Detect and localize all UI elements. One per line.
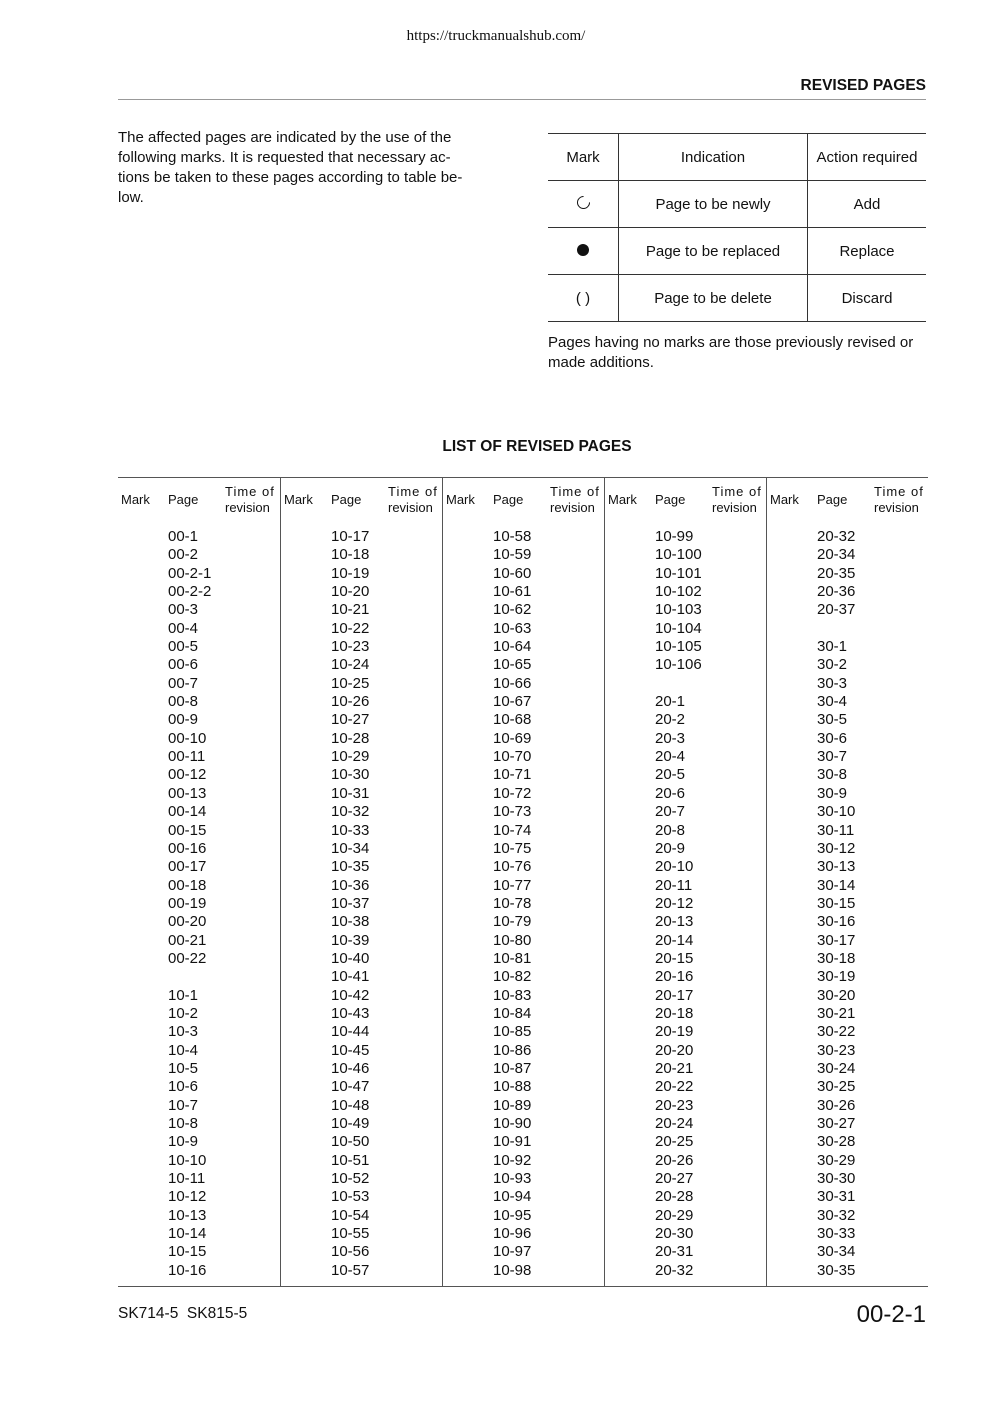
page-entry: 10-99 <box>655 528 694 545</box>
legend-action: Discard <box>841 289 893 307</box>
page-entry: 10-80 <box>493 931 532 949</box>
page-entry: 20-21 <box>655 1059 694 1077</box>
page-entry: 20-6 <box>655 784 686 802</box>
list-column-rows <box>655 528 702 1280</box>
page-entry: 10-15 <box>168 1243 207 1261</box>
page-entry: 30-13 <box>817 858 856 876</box>
page-entry: 20-32 <box>655 1261 694 1279</box>
page-entry: 10-73 <box>493 803 532 821</box>
page-entry: 10-35 <box>331 858 370 876</box>
page-entry: 20-11 <box>655 876 693 894</box>
list-column <box>766 478 929 1286</box>
page-entry: 10-6 <box>168 1078 199 1096</box>
legend-mark-cell <box>548 228 619 275</box>
header-time-line1: Time of <box>388 484 438 499</box>
legend-row <box>548 228 926 275</box>
header-mark: Mark <box>770 492 799 507</box>
page-entry: 00-8 <box>168 693 199 711</box>
header-time-line2: revision <box>550 500 595 515</box>
page-entry: 10-31 <box>331 784 370 802</box>
page-entry: 10-84 <box>493 1004 532 1022</box>
header-time-line2: revision <box>712 500 757 515</box>
page-entry: 10-56 <box>331 1243 370 1261</box>
page-entry: 10-94 <box>493 1188 532 1206</box>
header-mark: Mark <box>608 492 637 507</box>
page-entry: 00-20 <box>168 913 207 931</box>
page-entry: 30-15 <box>817 894 856 912</box>
page-entry: 10-72 <box>493 784 532 802</box>
page-entry: 20-3 <box>655 729 686 747</box>
page-entry: 20-20 <box>655 1041 694 1059</box>
list-column-rows <box>817 528 855 1280</box>
legend-mark-parentheses: ( ) <box>575 289 591 307</box>
page-entry: 10-70 <box>493 748 532 766</box>
page-entry: 00-2-1 <box>168 564 212 582</box>
page-entry: 30-2 <box>817 656 848 674</box>
page-entry: 30-27 <box>817 1115 856 1132</box>
page-entry: 10-1 <box>168 986 199 1004</box>
page-entry: 30-11 <box>817 821 855 839</box>
page-entry: 10-67 <box>493 693 532 711</box>
legend-note-line: Pages having no marks are those previously revised or <box>548 334 914 351</box>
page-entry: 30-19 <box>817 968 856 986</box>
section-title: REVISED PAGES <box>800 77 926 94</box>
page-entry: 10-43 <box>331 1004 370 1022</box>
header-time-line2: revision <box>225 500 270 515</box>
page-entry <box>817 620 855 638</box>
page-entry: 30-8 <box>817 766 848 784</box>
header-time-line2: revision <box>388 500 433 515</box>
header-page: Page <box>655 492 686 507</box>
page-entry: 10-12 <box>168 1188 207 1206</box>
page-entry: 10-59 <box>493 546 532 564</box>
page-entry: 10-41 <box>331 968 370 986</box>
page-entry: 20-13 <box>655 913 694 931</box>
page-entry: 20-2 <box>655 711 686 729</box>
page-entry: 30-14 <box>817 876 856 894</box>
page-entry: 10-60 <box>493 564 532 582</box>
page-entry: 10-4 <box>168 1041 199 1059</box>
page-entry: 10-23 <box>331 638 370 656</box>
page-entry: 30-18 <box>817 949 856 967</box>
page-entry: 10-51 <box>331 1151 370 1169</box>
page-entry: 10-64 <box>493 638 532 656</box>
page-entry <box>655 675 702 693</box>
page-entry: 10-102 <box>655 583 702 601</box>
page-entry: 10-101 <box>655 564 702 582</box>
page-entry: 30-24 <box>817 1059 856 1077</box>
header-time-of-revision <box>225 484 275 516</box>
page-entry: 20-24 <box>655 1115 694 1132</box>
header-mark: Mark <box>446 492 475 507</box>
page-entry: 10-46 <box>331 1059 370 1077</box>
page-entry: 10-36 <box>331 876 370 894</box>
page-entry: 10-75 <box>493 839 532 857</box>
page-entry: 10-83 <box>493 986 532 1004</box>
page-entry: 10-10 <box>168 1151 207 1169</box>
page-entry: 00-13 <box>168 784 207 802</box>
open-circle-icon <box>574 193 592 211</box>
page-entry: 10-34 <box>331 839 370 857</box>
legend-mark-cell <box>548 181 619 228</box>
page-entry: 20-12 <box>655 894 694 912</box>
page-entry: 00-1 <box>168 528 199 545</box>
page-entry: 30-10 <box>817 803 856 821</box>
page-entry: 10-89 <box>493 1096 532 1114</box>
page-entry: 30-21 <box>817 1004 856 1022</box>
footer-models: SK714-5 SK815-5 <box>118 1305 248 1322</box>
page-entry: 10-63 <box>493 619 532 637</box>
page-entry: 10-100 <box>655 546 702 564</box>
legend-header-row <box>548 134 926 181</box>
page-entry: 10-77 <box>493 876 532 894</box>
page-entry: 30-34 <box>817 1243 856 1261</box>
list-column-rows <box>168 528 211 1280</box>
page-entry: 20-15 <box>655 949 694 967</box>
intro-line: tions be taken to these pages according to table be- <box>118 169 463 186</box>
page-entry: 10-66 <box>493 674 532 692</box>
page-entry: 00-22 <box>168 949 207 967</box>
page-entry: 10-28 <box>331 729 370 747</box>
page-entry: 30-12 <box>817 839 856 857</box>
page-entry: 20-16 <box>655 968 694 986</box>
header-time-line1: Time of <box>225 484 275 499</box>
page-entry: 00-3 <box>168 601 199 619</box>
page-entry: 10-8 <box>168 1115 199 1132</box>
page-entry: 00-4 <box>168 619 199 637</box>
list-column-header <box>605 478 767 522</box>
list-column-rows <box>493 528 531 1280</box>
legend-action: Replace <box>839 242 895 260</box>
page-entry: 20-22 <box>655 1078 694 1096</box>
page-entry: 20-35 <box>817 564 856 582</box>
page-entry: 10-16 <box>168 1261 207 1279</box>
page-entry: 10-29 <box>331 748 370 766</box>
page-entry: 00-21 <box>168 931 207 949</box>
page-entry: 10-65 <box>493 656 532 674</box>
page-entry: 10-98 <box>493 1261 532 1279</box>
revised-pages-list <box>118 477 928 1287</box>
page-entry: 30-30 <box>817 1170 856 1188</box>
page-entry: 10-19 <box>331 564 370 582</box>
solid-dot-icon <box>577 244 589 256</box>
page-entry: 20-19 <box>655 1023 694 1041</box>
page-entry: 10-44 <box>331 1023 370 1041</box>
page-entry: 00-18 <box>168 876 207 894</box>
page-entry: 30-6 <box>817 729 848 747</box>
page-entry: 10-50 <box>331 1133 370 1151</box>
page-entry: 10-2 <box>168 1004 199 1022</box>
list-column <box>118 478 280 1286</box>
legend-row <box>548 181 926 228</box>
page-entry: 10-82 <box>493 968 532 986</box>
page-entry: 30-3 <box>817 674 848 692</box>
page-entry: 10-95 <box>493 1206 532 1224</box>
page-entry: 30-20 <box>817 986 856 1004</box>
header-mark: Mark <box>284 492 313 507</box>
page-entry: 20-28 <box>655 1188 694 1206</box>
page-entry: 10-103 <box>655 601 702 619</box>
page-entry: 10-58 <box>493 528 532 545</box>
page-entry: 10-49 <box>331 1115 370 1132</box>
legend-note-line: made additions. <box>548 354 654 371</box>
page-entry: 10-52 <box>331 1170 370 1188</box>
page-entry: 20-18 <box>655 1004 694 1022</box>
page-entry: 20-25 <box>655 1133 694 1151</box>
page-entry: 20-1 <box>655 693 686 711</box>
page-entry: 00-2-2 <box>168 583 212 601</box>
page-entry: 10-68 <box>493 711 532 729</box>
page-entry: 10-40 <box>331 949 370 967</box>
intro-paragraph <box>118 128 478 208</box>
legend-indication: Page to be delete <box>619 275 808 322</box>
page-entry: 10-39 <box>331 931 370 949</box>
header-mark: Mark <box>121 492 150 507</box>
page-entry: 00-15 <box>168 821 207 839</box>
list-column <box>280 478 443 1286</box>
page-entry: 10-96 <box>493 1225 532 1243</box>
page-entry: 10-69 <box>493 729 532 747</box>
page-entry: 00-17 <box>168 858 207 876</box>
page-entry: 10-54 <box>331 1206 370 1224</box>
intro-line: low. <box>118 189 144 206</box>
page-entry: 10-47 <box>331 1078 370 1096</box>
page-entry: 10-3 <box>168 1023 199 1041</box>
page-entry: 20-34 <box>817 546 856 564</box>
list-column <box>604 478 767 1286</box>
page-entry: 00-19 <box>168 894 207 912</box>
page-entry: 10-78 <box>493 894 532 912</box>
page-entry: 30-31 <box>817 1188 856 1206</box>
intro-line: The affected pages are indicated by the use of the <box>118 129 452 146</box>
page-entry: 30-9 <box>817 784 848 802</box>
page-entry: 10-48 <box>331 1096 370 1114</box>
page-entry: 10-11 <box>168 1170 206 1188</box>
page-entry: 20-30 <box>655 1225 694 1243</box>
header-page: Page <box>168 492 199 507</box>
page-entry: 20-36 <box>817 583 856 601</box>
page-entry: 10-97 <box>493 1243 532 1261</box>
page-entry: 10-62 <box>493 601 532 619</box>
page-entry: 10-105 <box>655 638 702 656</box>
legend-header-indication: Indication <box>619 134 808 181</box>
legend-header-mark: Mark <box>566 148 600 166</box>
page-entry: 30-35 <box>817 1261 856 1279</box>
page-entry: 10-85 <box>493 1023 532 1041</box>
page-entry: 10-104 <box>655 619 702 637</box>
header-time-of-revision <box>874 484 924 516</box>
page-entry: 10-27 <box>331 711 370 729</box>
source-url: https://truckmanualshub.com/ <box>406 28 586 44</box>
page-entry: 00-6 <box>168 656 199 674</box>
page-entry: 10-92 <box>493 1151 532 1169</box>
page-entry: 10-30 <box>331 766 370 784</box>
page-entry: 20-8 <box>655 821 686 839</box>
list-column-header <box>443 478 605 522</box>
page-entry: 00-12 <box>168 766 207 784</box>
footer-page-number: 00-2-1 <box>856 1301 926 1328</box>
page-entry: 10-91 <box>493 1133 532 1151</box>
page-entry: 10-93 <box>493 1170 532 1188</box>
page-entry: 10-33 <box>331 821 370 839</box>
page-entry: 10-37 <box>331 894 370 912</box>
page-entry: 10-106 <box>655 656 702 674</box>
legend-note <box>548 333 928 373</box>
list-column-header <box>767 478 929 522</box>
page-entry: 10-25 <box>331 674 370 692</box>
legend-action: Add <box>853 195 881 213</box>
page-entry: 20-14 <box>655 931 694 949</box>
page-entry: 10-88 <box>493 1078 532 1096</box>
header-page: Page <box>493 492 524 507</box>
page-entry: 10-55 <box>331 1225 370 1243</box>
page-entry: 20-27 <box>655 1170 694 1188</box>
page-entry: 00-11 <box>168 748 206 766</box>
page-entry: 10-45 <box>331 1041 370 1059</box>
page-entry: 10-22 <box>331 619 370 637</box>
page-entry: 20-37 <box>817 601 856 619</box>
page-entry: 30-16 <box>817 913 856 931</box>
page-entry: 30-22 <box>817 1023 856 1041</box>
page-entry: 30-23 <box>817 1041 856 1059</box>
page-entry: 10-79 <box>493 913 532 931</box>
page-entry: 10-18 <box>331 546 370 564</box>
page-entry: 20-31 <box>655 1243 694 1261</box>
page-entry: 20-9 <box>655 839 686 857</box>
page-entry: 30-33 <box>817 1225 856 1243</box>
page-entry: 00-2 <box>168 546 199 564</box>
page-entry <box>168 968 211 986</box>
page-entry: 10-38 <box>331 913 370 931</box>
page-entry: 10-24 <box>331 656 370 674</box>
page-entry: 10-26 <box>331 693 370 711</box>
header-time-of-revision <box>388 484 438 516</box>
page-entry: 10-74 <box>493 821 532 839</box>
page-entry: 10-5 <box>168 1059 199 1077</box>
page-entry: 30-4 <box>817 693 848 711</box>
page-entry: 20-29 <box>655 1206 694 1224</box>
list-title: LIST OF REVISED PAGES <box>442 438 632 455</box>
page-entry: 20-4 <box>655 748 686 766</box>
page-entry: 30-25 <box>817 1078 856 1096</box>
page-entry: 10-87 <box>493 1059 532 1077</box>
intro-line: following marks. It is requested that necessary ac- <box>118 149 451 166</box>
legend-indication: Page to be replaced <box>619 228 808 275</box>
mark-legend-table <box>548 133 926 322</box>
legend-header-action: Action required <box>816 148 918 166</box>
legend-indication: Page to be newly <box>619 181 808 228</box>
list-column-header <box>281 478 443 522</box>
header-page: Page <box>331 492 362 507</box>
page-entry: 00-14 <box>168 803 207 821</box>
list-column-rows <box>331 528 369 1280</box>
page-entry: 10-61 <box>493 583 532 601</box>
header-time-line1: Time of <box>712 484 762 499</box>
header-time-line1: Time of <box>550 484 600 499</box>
legend-row <box>548 275 926 322</box>
page-entry: 30-26 <box>817 1096 856 1114</box>
list-column <box>442 478 605 1286</box>
page-entry: 10-57 <box>331 1261 370 1279</box>
page-entry: 10-7 <box>168 1096 199 1114</box>
page-entry: 10-9 <box>168 1133 199 1151</box>
page-entry: 10-81 <box>493 949 532 967</box>
page-entry: 10-42 <box>331 986 370 1004</box>
page-entry: 10-17 <box>331 528 370 545</box>
page-entry: 30-28 <box>817 1133 856 1151</box>
page-entry: 30-1 <box>817 638 848 656</box>
page-entry: 00-9 <box>168 711 199 729</box>
page-entry: 00-7 <box>168 674 199 692</box>
page-entry: 10-32 <box>331 803 370 821</box>
page-entry: 30-32 <box>817 1206 856 1224</box>
page-entry: 10-13 <box>168 1206 207 1224</box>
page-entry: 20-23 <box>655 1096 694 1114</box>
page-entry: 30-17 <box>817 931 856 949</box>
page-entry: 00-5 <box>168 638 199 656</box>
page-entry: 00-16 <box>168 839 207 857</box>
page-entry: 30-29 <box>817 1151 856 1169</box>
page-entry: 20-10 <box>655 858 694 876</box>
page-entry: 20-32 <box>817 528 856 545</box>
page-entry: 10-90 <box>493 1115 532 1132</box>
page-entry: 20-7 <box>655 803 686 821</box>
page-entry: 10-21 <box>331 601 370 619</box>
page-entry: 20-5 <box>655 766 686 784</box>
page-entry: 10-71 <box>493 766 532 784</box>
page-entry: 30-5 <box>817 711 848 729</box>
header-page: Page <box>817 492 848 507</box>
header-time-of-revision <box>550 484 600 516</box>
page-entry: 10-20 <box>331 583 370 601</box>
page-entry: 10-76 <box>493 858 532 876</box>
header-rule <box>118 99 926 100</box>
page-entry: 20-26 <box>655 1151 694 1169</box>
page-entry: 10-86 <box>493 1041 532 1059</box>
page-entry: 10-14 <box>168 1225 207 1243</box>
list-column-header <box>118 478 280 522</box>
page-entry: 10-53 <box>331 1188 370 1206</box>
header-time-line1: Time of <box>874 484 924 499</box>
page-entry: 00-10 <box>168 729 207 747</box>
header-time-of-revision <box>712 484 762 516</box>
page-entry: 30-7 <box>817 748 848 766</box>
header-time-line2: revision <box>874 500 919 515</box>
page-entry: 20-17 <box>655 986 694 1004</box>
